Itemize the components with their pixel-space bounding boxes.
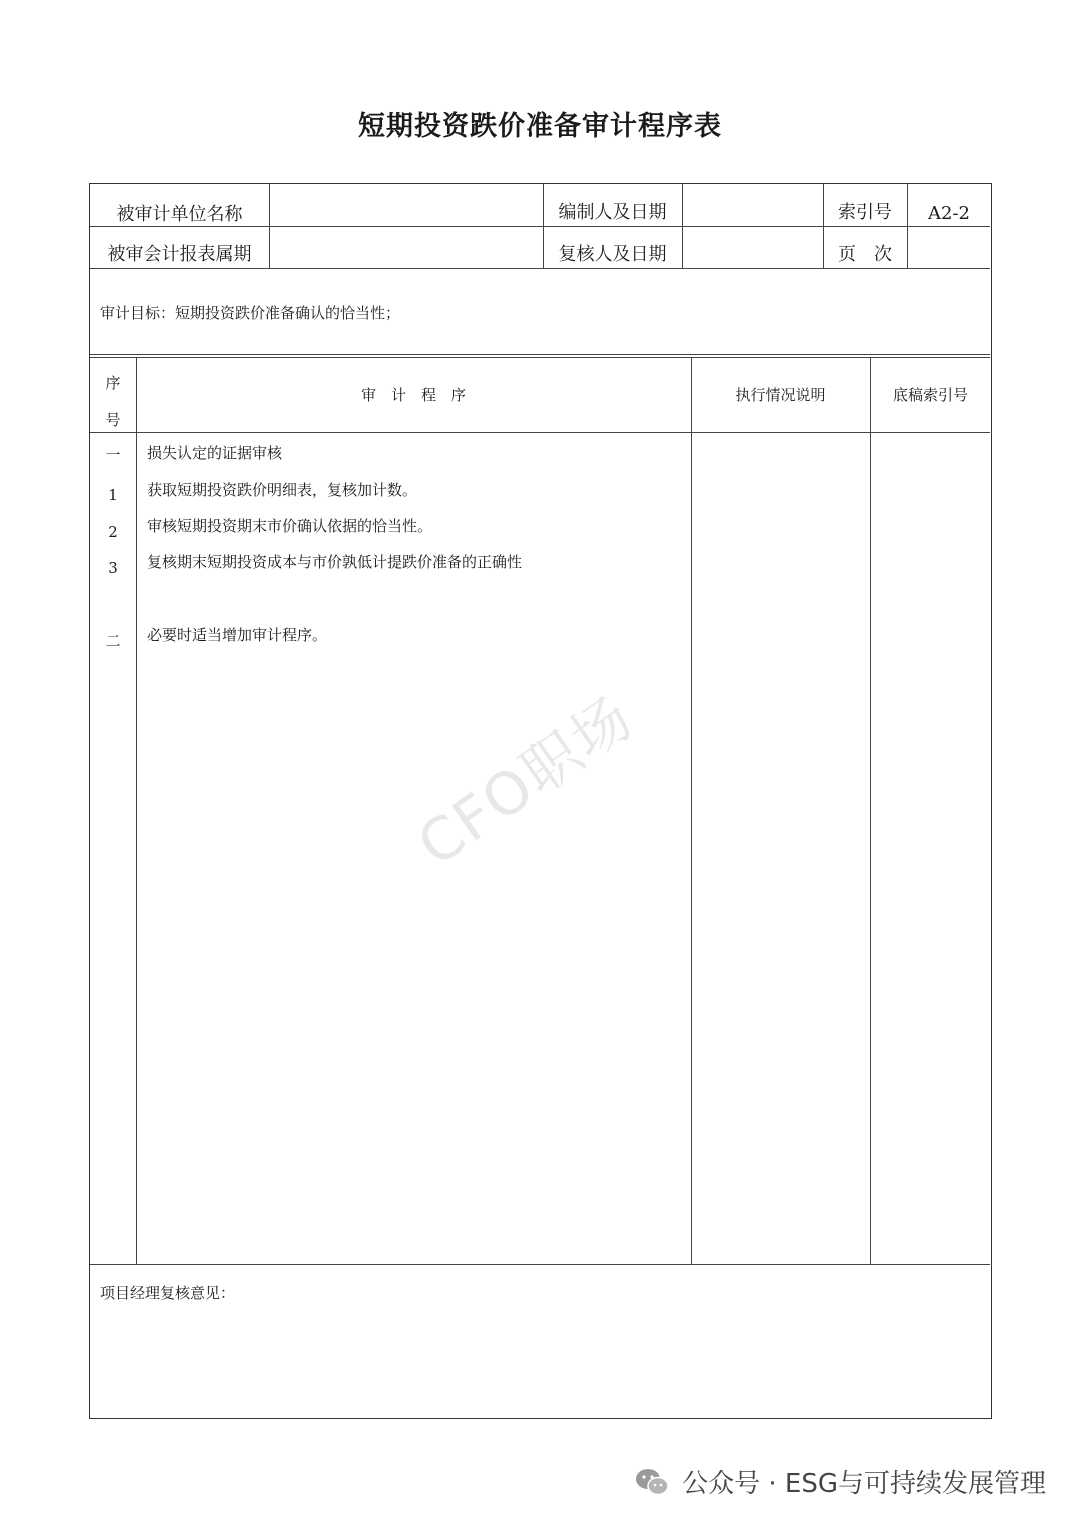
row-divider [90, 1264, 990, 1265]
page-label: 页 次 [838, 244, 892, 265]
procedure-item: 必要时适当增加审计程序。 [147, 626, 328, 644]
seq-header-top: 序 [105, 374, 121, 392]
execution-header: 执行情况说明 [735, 386, 826, 404]
preparer-label: 编制人及日期 [558, 202, 667, 223]
index-value: A2-2 [928, 202, 970, 224]
manager-review-label: 项目经理复核意见： [100, 1284, 236, 1302]
procedure-item: 审核短期投资期末市价确认依据的恰当性。 [147, 517, 433, 535]
row-divider [90, 354, 990, 355]
seq-number: 1 [108, 486, 118, 504]
seq-number: 二 [105, 632, 121, 650]
row-divider [90, 432, 990, 433]
audit-objective: 审计目标：短期投资跌价准备确认的恰当性； [100, 304, 401, 322]
reviewer-field[interactable] [682, 226, 823, 268]
footer [634, 1463, 1046, 1500]
auditee-label: 被审计单位名称 [116, 204, 243, 225]
col-divider [691, 357, 692, 1264]
seq-number: 一 [105, 446, 121, 464]
wechat-icon [634, 1467, 670, 1497]
procedure-item: 损失认定的证据审核 [147, 444, 283, 462]
seq-header-bottom: 号 [105, 411, 121, 429]
page-field[interactable] [907, 226, 991, 268]
watermark: CFO职场 [405, 682, 646, 880]
period-field[interactable] [269, 226, 543, 268]
preparer-field[interactable] [682, 184, 823, 226]
index-label: 索引号 [838, 202, 892, 223]
procedure-item: 复核期末短期投资成本与市价孰低计提跌价准备的正确性 [147, 553, 523, 571]
reviewer-label: 复核人及日期 [558, 244, 667, 265]
seq-number: 3 [108, 559, 118, 577]
col-divider [136, 357, 137, 1264]
form-title: 短期投资跌价准备审计程序表 [358, 111, 722, 142]
footer-text: 公众号 · ESG与可持续发展管理 [682, 1469, 1046, 1499]
workpaper-index-header: 底稿索引号 [892, 386, 968, 404]
procedure-header: 审 计 程 序 [360, 386, 466, 404]
period-label: 被审会计报表属期 [107, 244, 252, 265]
seq-number: 2 [108, 523, 118, 541]
procedure-item: 获取短期投资跌价明细表，复核加计数。 [147, 481, 418, 499]
col-divider [870, 357, 871, 1264]
auditee-field[interactable] [269, 184, 543, 226]
